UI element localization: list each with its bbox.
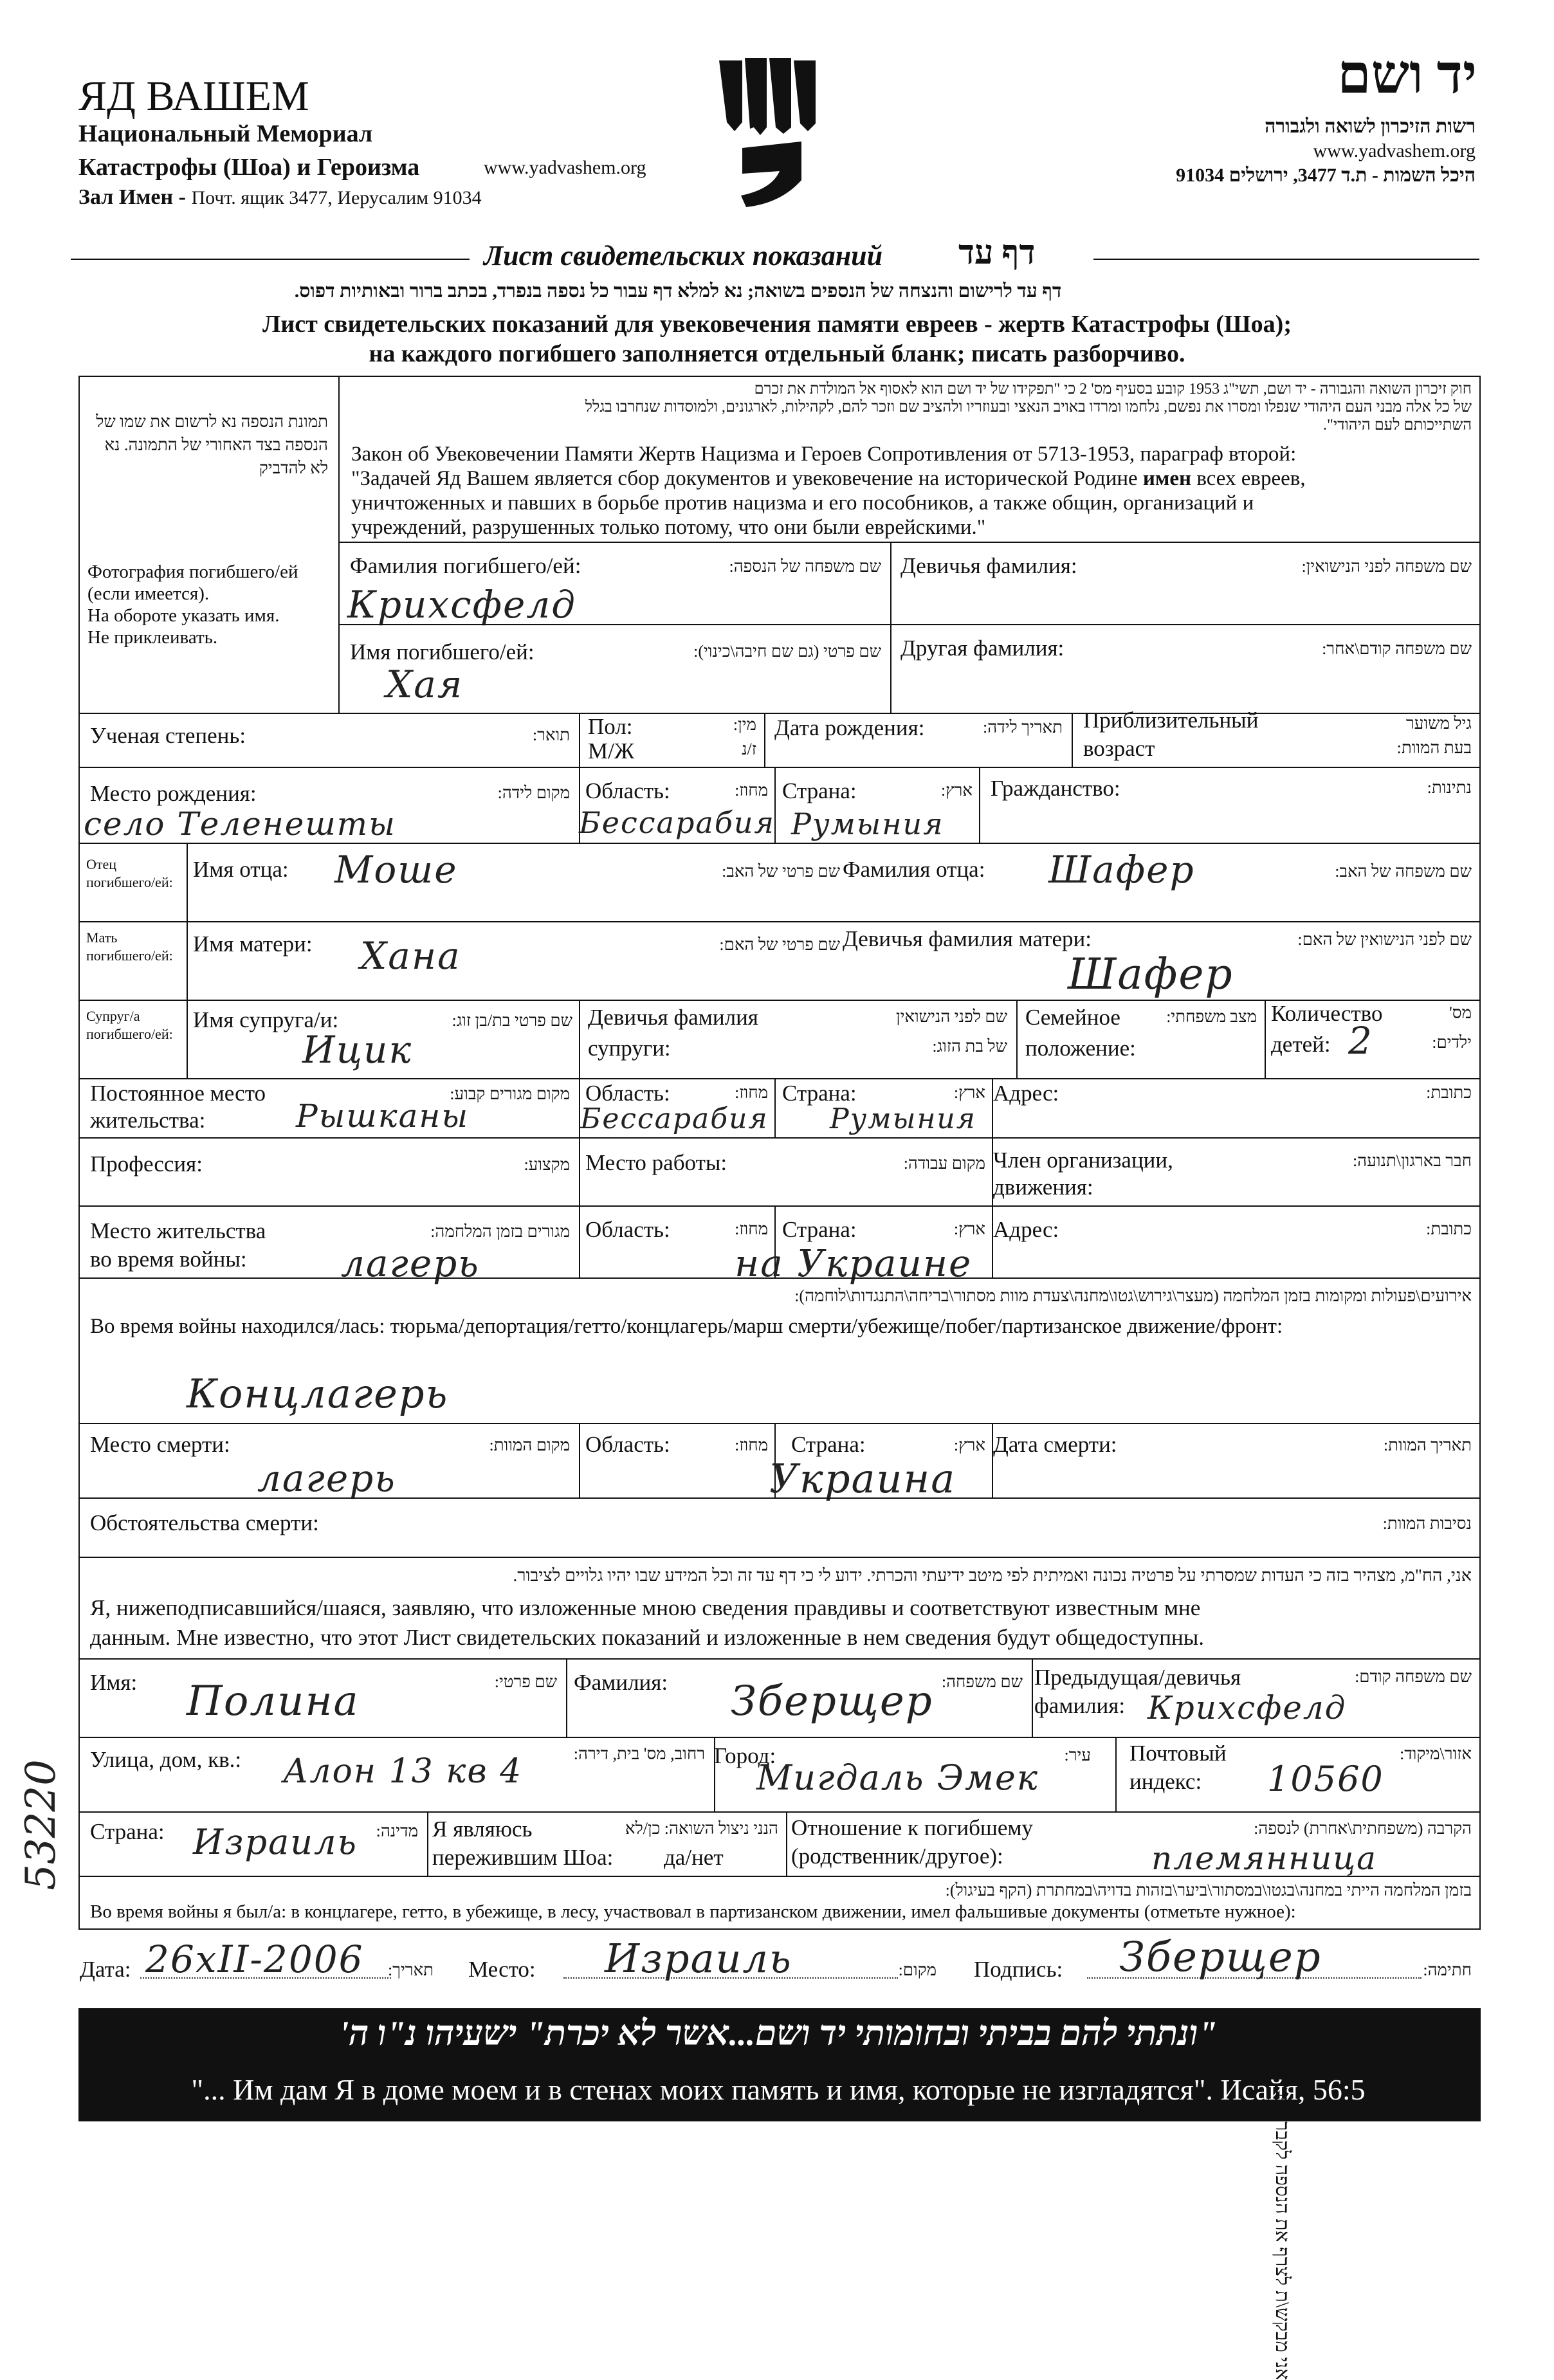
father-name-label-ru: Имя отца: [193, 857, 289, 882]
witness-city-label-ru: Город: [714, 1743, 776, 1768]
he-hall-address: היכל השמות - ת.ד 3477, ירושלים 91034 [1176, 165, 1476, 186]
place-label-he: מקום: [898, 1961, 937, 1979]
witness-zip-label-ru-1: Почтовый [1129, 1741, 1227, 1766]
death-country-label-he: ארץ: [953, 1436, 985, 1454]
war-events-value: Концлагерь [187, 1370, 449, 1417]
sex-options-he: ז/נ [742, 740, 756, 758]
other-surname-label-ru: Другая фамилия: [900, 636, 1065, 661]
birthplace-label-he: מקום לידה: [497, 783, 570, 802]
spouse-name-label-he: שם פרטי בת/בן זוג: [452, 1011, 572, 1030]
father-surname-value: Шафер [1048, 848, 1195, 892]
death-country-label-ru: Страна: [791, 1432, 866, 1457]
death-region-label-he: מחוז: [735, 1436, 768, 1454]
witness-surname-label-he: שם משפחה: [941, 1672, 1023, 1691]
date-label-ru: Дата: [80, 1957, 131, 1982]
instructions-ru-1: Лист свидетельских показаний для увековечения памяти евреев - жертв Катастрофы (Шоа); [262, 311, 1292, 338]
birth-region-value: Бессарабия [579, 805, 776, 840]
mother-name-value: Хана [360, 934, 461, 978]
witness-war-label-ru: Во время войны я был/а: в концлагере, гетто, в убежище, в лесу, участвовал в партизанском движении, имел фальшивые документы (отметьте нужное): [90, 1901, 1296, 1922]
father-name-label-he: שם פרטי של האב: [722, 862, 840, 881]
war-residence-label-he: מגורים בזמן המלחמה: [430, 1222, 570, 1241]
sex-label-ru: Пол: [588, 714, 633, 739]
war-country-label-ru: Страна: [782, 1217, 857, 1242]
birthplace-label-ru: Место рождения: [90, 781, 257, 806]
ru-org-line2: Катастрофы (Шоа) и Героизма [78, 154, 420, 181]
family-status-label-ru-2: положение: [1025, 1036, 1136, 1061]
perm-address-cell[interactable] [992, 1078, 1481, 1139]
spouse-maiden-label-ru-1: Девичья фамилия [588, 1005, 758, 1030]
father-cell [78, 843, 1481, 922]
perm-residence-value: Рышканы [296, 1097, 470, 1135]
photo-ru-line3: На обороте указать имя. [87, 605, 280, 626]
mother-maiden-label-ru: Девичья фамилия матери: [843, 926, 1092, 951]
witness-survivor-options[interactable]: да/нет [664, 1845, 724, 1870]
witness-relation-label-ru-2: (родственник/другое): [791, 1844, 1003, 1869]
law-ru-2-names: имен [1142, 467, 1192, 490]
witness-country-value: Израиль [193, 1822, 358, 1862]
workplace-label-he: מקום עבודה: [903, 1154, 985, 1173]
family-status-label-ru-1: Семейное [1025, 1005, 1120, 1030]
perm-residence-label-he: מקום מגורים קבוע: [450, 1085, 570, 1103]
form-title-ru: Лист свидетельских показаний [484, 240, 883, 271]
victim-surname-value: Крихсфелд [347, 583, 576, 627]
spouse-maiden-label-ru-2: супруги: [588, 1036, 671, 1061]
witness-survivor-label-he: הנני ניצול השואה: כן/לא [625, 1819, 778, 1838]
title-rule-right [1093, 259, 1479, 260]
witness-surname-label-ru: Фамилия: [574, 1670, 668, 1695]
ru-website: www.yadvashem.org [484, 157, 646, 178]
law-ru-3: уничтоженных и павших в борьбе против нацизма и его пособников, а также общин, организаций и [351, 491, 1254, 515]
spouse-name-label-ru: Имя супруга/и: [193, 1007, 339, 1032]
birth-region-label-ru: Область: [585, 778, 670, 803]
death-place-label-ru: Место смерти: [90, 1432, 230, 1457]
perm-address-label-he: כתובת: [1426, 1083, 1472, 1102]
spouse-name-value: Ицик [302, 1028, 413, 1072]
form-title-he: דף עד [958, 235, 1036, 271]
signature-label-ru: Подпись: [974, 1957, 1063, 1982]
mother-divider [187, 921, 188, 1001]
ru-org-line1: Национальный Мемориал [78, 120, 373, 147]
spouse-divider-1 [187, 1000, 188, 1079]
mother-maiden-label-he: שם לפני הנישואין של האם: [1297, 930, 1472, 949]
war-residence-label-ru-1: Место жительства [90, 1218, 266, 1243]
perm-country-value: Румыния [830, 1103, 976, 1135]
law-ru-2-end: всех евреев, [1196, 467, 1306, 490]
profession-label-ru: Профессия: [90, 1151, 203, 1176]
witness-zip-label-he: אזור\מיקוד: [1399, 1744, 1472, 1763]
place-value: Израиль [605, 1935, 792, 1982]
perm-country-label-ru: Страна: [782, 1081, 857, 1106]
maiden-label-he: שם משפחה לפני הנישואין: [1301, 557, 1472, 576]
date-value: 26хII-2006 [145, 1937, 364, 1981]
birth-country-value: Румыния [791, 807, 944, 841]
title-rule-left [71, 259, 470, 260]
witness-country-label-he: מדינה: [376, 1822, 418, 1840]
age-label-he-2: בעת המוות: [1396, 738, 1472, 757]
age-label-ru-2: возраст [1083, 736, 1155, 761]
spouse-divider-3 [1016, 1000, 1018, 1079]
death-place-label-he: מקום המוות: [489, 1436, 570, 1454]
witness-street-label-ru: Улица, дом, кв.: [90, 1747, 242, 1772]
mother-name-label-he: שם פרטי של האם: [719, 935, 840, 954]
name-label-ru: Имя погибшего/ей: [350, 639, 535, 664]
ru-org-name: ЯД ВАШЕМ [78, 73, 309, 120]
other-surname-label-he: שם משפחה קודם\אחר: [1322, 639, 1472, 658]
father-name-value: Мошe [334, 848, 458, 892]
witness-prev-label-he: שם משפחה קודם: [1355, 1667, 1472, 1686]
instructions-ru-2: на каждого погибшего заполняется отдельный бланк; писать разборчиво. [369, 340, 1185, 367]
ru-hall-line [78, 185, 482, 210]
side-note-he: אני מבקש\ת לצרף את הנספה לקבר בזיכרון לאומי [1272, 2021, 1293, 2380]
degree-label-ru: Ученая степень: [90, 723, 246, 748]
maiden-label-ru: Девичья фамилия: [900, 553, 1077, 578]
declaration-ru-2: данным. Мне известно, что этот Лист свидетельских показаний и изложенные в нем сведения будут общедоступны. [90, 1625, 1204, 1650]
law-ru-2: "Задачей Яд Вашем является сбор документов и увековечение на исторической Родине [351, 467, 1138, 490]
he-website: www.yadvashem.org [1313, 140, 1476, 161]
war-residence-label-ru-2: во время войны: [90, 1247, 247, 1272]
spouse-divider-4 [1265, 1000, 1266, 1079]
workplace-label-ru: Место работы: [585, 1150, 727, 1175]
profession-label-he: מקצוע: [524, 1155, 570, 1174]
dob-label-he: תאריך לידה: [983, 718, 1063, 737]
birth-country-label-he: ארץ: [940, 781, 973, 800]
date-label-he: תאריך: [387, 1961, 434, 1979]
witness-prev-label-ru-2: фамилия: [1034, 1693, 1126, 1718]
perm-region-label-ru: Область: [585, 1081, 670, 1106]
law-he-1: חוק זיכרון השואה והגבורה - יד ושם, תשי"ג 1953 קובע בסעיף מס' 2 כי "תפקידו של יד ושם הוא לאסוף אל המולדת את זכרם [754, 381, 1472, 398]
witness-city-label-he: עיר: [1064, 1746, 1091, 1764]
law-he-2: של כל אלה מבני העם היהודי שנפלו ומסרו את נפשם, נלחמו ומרדו באויב הנאצי ובעוזריו ולהציב שם וזכר להם, לקהילות, לארגונים, ולמוסדות שנחרבו בגלל [585, 399, 1472, 416]
witness-name-label-he: שם פרטי: [494, 1672, 557, 1691]
membership-label-ru-2: движения: [993, 1175, 1093, 1200]
law-ru-4: учреждений, разрушенных только потому, что они были еврейскими." [351, 516, 986, 539]
age-label-ru-1: Приблизительный [1083, 708, 1259, 733]
photo-instructions-he: תמונת הנספה נא לרשום את שמו של הנספה בצד האחורי של התמונה. נא לא להדביק [96, 412, 328, 477]
yad-vashem-logo [705, 51, 827, 219]
witness-zip-label-ru-2: индекс: [1129, 1769, 1202, 1794]
law-ru-1: Закон об Увековечении Памяти Жертв Нацизма и Героев Сопротивления от 5713-1953, параграф второй: [351, 443, 1297, 466]
father-divider [187, 843, 188, 922]
war-country-label-he: ארץ: [953, 1220, 985, 1238]
photo-ru-line4: Не приклеивать. [87, 627, 218, 648]
war-events-label-he: אירועים\פעולות ומקומות בזמן המלחמה (מעצר\גירוש\גטו\מחנה\צעדת מוות מסתור\בריחה\התנגדות\לוחמה): [794, 1286, 1472, 1305]
witness-survivor-label-ru-1: Я являюсь [432, 1817, 533, 1842]
footer-quote-he: "ונתתי להם בביתי ובחומותי יד ושם...אשר לא יכרת" ישעיהו נ"ו ה' [339, 2014, 1218, 2053]
witness-relation-label-ru-1: Отношение к погибшему [791, 1815, 1034, 1840]
perm-residence-label-ru-2: жительства: [90, 1108, 206, 1133]
name-label-he: שם פרטי (גם שם חיבה\כינוי): [693, 642, 881, 661]
death-country-value: Украина [769, 1455, 956, 1502]
photo-ru-line2: (если имеется). [87, 583, 210, 604]
war-address-label-he: כתובת: [1426, 1220, 1472, 1238]
sex-label-he: מין: [733, 715, 756, 734]
birth-region-label-he: מחוז: [735, 781, 768, 800]
declaration-ru-1: Я, нижеподписавшийся/шаяся, заявляю, что изложенные мною сведения правдивы и соответствуют известным мне [90, 1595, 1201, 1620]
war-country-value: на Украине [735, 1241, 973, 1285]
age-label-he-1: גיל משוער [1405, 714, 1472, 733]
children-label-he-2: ילדים: [1432, 1033, 1472, 1052]
children-label-he-1: מס' [1449, 1003, 1472, 1022]
declaration-he: אני, הח"מ, מצהיר בזה כי העדות שמסרתי על פרטיה נכונה ואמיתית לפי מיטב ידיעתי והכרתי. ידוע לי כי דף עד זה וכל המידע שבו יהיו גלויים לציבור. [513, 1566, 1472, 1585]
witness-surname-value: Зберщер [731, 1678, 933, 1725]
birth-country-label-ru: Страна: [782, 778, 857, 803]
witness-street-value: Алон 13 кв 4 [283, 1752, 523, 1791]
death-circumstances-label-ru: Обстоятельства смерти: [90, 1510, 319, 1535]
surname-label-ru: Фамилия погибшего/ей: [350, 553, 581, 578]
he-org-name: יד ושם [1337, 45, 1477, 105]
footer-quote-ru: "... Им дам Я в доме моем и в стенах моих память и имя, которые не изгладятся". Исайя, 56:5 [191, 2073, 1366, 2106]
law-ru-2-line [351, 467, 1306, 491]
war-address-label-ru: Адрес: [993, 1217, 1059, 1242]
perm-region-value: Бессарабия [580, 1103, 769, 1135]
mother-maiden-value: Шафер [1068, 949, 1234, 999]
witness-country-label-ru: Страна: [90, 1819, 165, 1844]
photo-ru-line1: Фотография погибшего/ей [87, 562, 298, 582]
witness-name-label-ru: Имя: [90, 1670, 138, 1695]
witness-relation-value: племянница [1151, 1840, 1377, 1877]
mother-side-label: Мать погибшего/ей: [86, 929, 173, 964]
perm-address-label-ru: Адрес: [993, 1081, 1059, 1106]
children-label-ru-1: Количество [1271, 1001, 1383, 1026]
mother-name-label-ru: Имя матери: [193, 931, 313, 957]
perm-country-label-he: ארץ: [953, 1083, 985, 1102]
ru-hall-address: Почт. ящик 3477, Иерусалим 91034 [191, 187, 482, 208]
witness-survivor-label-ru-2: пережившим Шоа: [432, 1845, 614, 1870]
children-count-value: 2 [1348, 1019, 1373, 1063]
family-status-label-he: מצב משפחתי: [1166, 1007, 1257, 1026]
perm-residence-label-ru-1: Постоянное место [90, 1081, 266, 1106]
spouse-divider-2 [579, 1000, 580, 1079]
place-label-ru: Место: [468, 1957, 536, 1982]
death-circumstances-label-he: נסיבות המוות: [1382, 1514, 1472, 1533]
spouse-side-label: Супруг/а погибшего/ей: [86, 1008, 173, 1042]
membership-label-he: חבר בארגון\תנועה: [1352, 1151, 1472, 1170]
father-surname-label-ru: Фамилия отца: [843, 857, 985, 882]
war-region-label-ru: Область: [585, 1217, 670, 1242]
father-surname-label-he: שם משפחה של האב: [1335, 862, 1472, 881]
ru-hall-label: Зал Имен - [78, 185, 186, 209]
membership-label-ru-1: Член организации, [993, 1148, 1173, 1173]
sex-options-ru: М/Ж [588, 738, 635, 764]
war-residence-value: лагерь [341, 1241, 480, 1285]
children-label-ru-2: детей: [1271, 1032, 1331, 1057]
witness-name-value: Полина [187, 1678, 360, 1725]
stamp-number: 53220 [17, 1759, 65, 1890]
war-events-label-ru: Во время войны находился/лась: тюрьма/депортация/гетто/концлагерь/марш смерти/убежище/побег/партизанское движение/фронт: [90, 1315, 1283, 1338]
degree-label-he: תואר: [532, 726, 570, 744]
perm-region-label-he: מחוז: [735, 1083, 768, 1102]
death-date-label-ru: Дата смерти: [993, 1432, 1117, 1457]
witness-street-label-he: רחוב, מס' בית, דירה: [573, 1744, 705, 1763]
witness-city-value: Мигдаль Эмек [756, 1757, 1039, 1798]
death-date-label-he: תאריך המוות: [1383, 1436, 1472, 1454]
spouse-maiden-label-he-1: שם לפני הנישואין [895, 1007, 1007, 1026]
victim-name-value: Хая [386, 663, 464, 706]
citizenship-label-he: נתינות: [1427, 778, 1472, 797]
law-he-3: השתייכותם לעם היהודי". [1323, 417, 1472, 434]
witness-prev-label-ru-1: Предыдущая/девичья [1034, 1665, 1241, 1690]
witness-zip-value: 10560 [1267, 1759, 1384, 1799]
dob-label-ru: Дата рождения: [774, 715, 925, 740]
birthplace-value: село Теленешты [84, 805, 396, 843]
death-region-label-ru: Область: [585, 1432, 670, 1457]
photo-instructions-ru [87, 561, 298, 648]
witness-relation-label-he: הקרבה (משפחתית\אחרת) לנספה: [1254, 1819, 1472, 1838]
father-side-label: Отец погибшего/ей: [86, 856, 173, 890]
signature-label-he: חתימה: [1423, 1961, 1472, 1979]
spouse-maiden-label-he-2: של בת הזוג: [932, 1037, 1007, 1056]
war-region-label-he: מחוז: [735, 1220, 768, 1238]
surname-label-he: שם משפחה של הנספה: [729, 557, 881, 576]
instructions-he: דף עד לרישום והנצחה של הנספים בשואה; נא למלא דף עבור כל נספה בנפרד, בכתב ברור ובאותיות דפוס. [294, 280, 1062, 302]
war-address-cell[interactable] [992, 1205, 1481, 1279]
he-org-line1: רשות הזיכרון לשואה ולגבורה [1265, 116, 1476, 137]
death-place-value: лагерь [257, 1456, 396, 1500]
witness-prev-value: Крихсфелд [1147, 1689, 1347, 1726]
witness-war-label-he: בזמן המלחמה הייתי במחנה\בגטו\במסתור\ביער\בזהות בדויה\במחתרת (הקף בעיגול): [945, 1881, 1472, 1899]
citizenship-label-ru: Гражданство: [991, 776, 1120, 801]
signature-value: Зберщер [1119, 1934, 1322, 1981]
